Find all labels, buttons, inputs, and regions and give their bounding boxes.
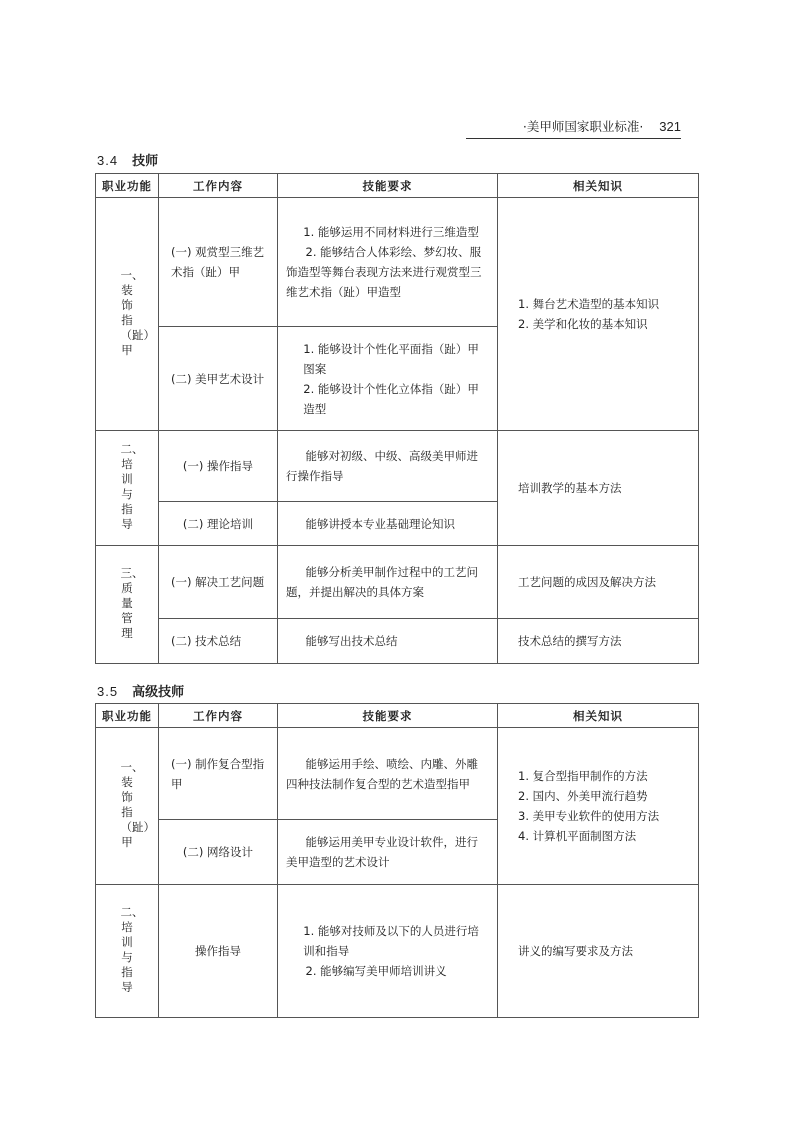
content-cell: (二) 理论培训	[159, 502, 278, 546]
skills-table-technician	[95, 173, 699, 664]
section-number: 3.4	[97, 153, 119, 168]
page-number: 321	[659, 119, 681, 134]
skill-cell: 能够运用美甲专业设计软件，进行美甲造型的艺术设计	[278, 820, 498, 885]
header-title: ·美甲师国家职业标准·	[522, 119, 644, 134]
table-row	[96, 546, 699, 619]
knowledge-cell: 1. 复合型指甲制作的方法 2. 国内、外美甲流行趋势 3. 美甲专业软件的使用方法 4. 计算机平面制图方法	[498, 728, 699, 885]
knowledge-cell: 工艺问题的成因及解决方法	[498, 546, 699, 619]
skill-cell: 能够讲授本专业基础理论知识	[278, 502, 498, 546]
column-header: 相关知识	[498, 174, 699, 198]
table-row	[96, 431, 699, 502]
section-title: 技师	[132, 154, 159, 169]
content-cell: (二) 网络设计	[159, 820, 278, 885]
column-header: 工作内容	[159, 174, 278, 198]
content-cell: (二) 技术总结	[159, 619, 278, 664]
content-cell: 操作指导	[159, 885, 278, 1018]
function-cell: 三、质量管理	[96, 546, 159, 664]
table-row	[96, 728, 699, 820]
table-header-row	[96, 174, 699, 198]
content-cell: (一) 制作复合型指甲	[159, 728, 278, 820]
section-number: 3.5	[97, 684, 119, 699]
skills-table-senior-technician	[95, 703, 699, 1018]
running-header	[466, 117, 681, 139]
skill-cell: 能够写出技术总结	[278, 619, 498, 664]
content-cell: (二) 美甲艺术设计	[159, 327, 278, 431]
section-title: 高级技师	[132, 685, 185, 700]
skill-cell: 能够分析美甲制作过程中的工艺问题，并提出解决的具体方案	[278, 546, 498, 619]
column-header: 职业功能	[96, 704, 159, 728]
column-header: 相关知识	[498, 704, 699, 728]
section-heading	[97, 150, 158, 169]
table-row	[96, 198, 699, 327]
content-cell: (一) 操作指导	[159, 431, 278, 502]
skill-cell: 能够运用手绘、喷绘、内雕、外雕四种技法制作复合型的艺术造型指甲	[278, 728, 498, 820]
skill-cell: 能够对初级、中级、高级美甲师进行操作指导	[278, 431, 498, 502]
function-cell: 二、培训与指导	[96, 431, 159, 546]
content-cell: (一) 观赏型三维艺术指（趾）甲	[159, 198, 278, 327]
column-header: 技能要求	[278, 174, 498, 198]
content-cell: (一) 解决工艺问题	[159, 546, 278, 619]
table-row	[96, 885, 699, 1018]
function-cell: 一、装饰指（趾）甲	[96, 728, 159, 885]
skill-cell: 1. 能够设计个性化平面指（趾）甲图案 2. 能够设计个性化立体指（趾）甲造型	[278, 327, 498, 431]
table-row	[96, 619, 699, 664]
knowledge-cell: 培训教学的基本方法	[498, 431, 699, 546]
section-heading	[97, 681, 184, 700]
knowledge-cell: 技术总结的撰写方法	[498, 619, 699, 664]
skill-cell: 1. 能够运用不同材料进行三维造型 2. 能够结合人体彩绘、梦幻妆、服饰造型等舞台表现方法来进行观赏型三维艺术指（趾）甲造型	[278, 198, 498, 327]
knowledge-cell: 1. 舞台艺术造型的基本知识 2. 美学和化妆的基本知识	[498, 198, 699, 431]
function-cell: 二、培训与指导	[96, 885, 159, 1018]
column-header: 职业功能	[96, 174, 159, 198]
function-cell: 一、装饰指（趾）甲	[96, 198, 159, 431]
skill-cell: 1. 能够对技师及以下的人员进行培训和指导 2. 能够编写美甲师培训讲义	[278, 885, 498, 1018]
knowledge-cell: 讲义的编写要求及方法	[498, 885, 699, 1018]
column-header: 工作内容	[159, 704, 278, 728]
table-header-row	[96, 704, 699, 728]
column-header: 技能要求	[278, 704, 498, 728]
